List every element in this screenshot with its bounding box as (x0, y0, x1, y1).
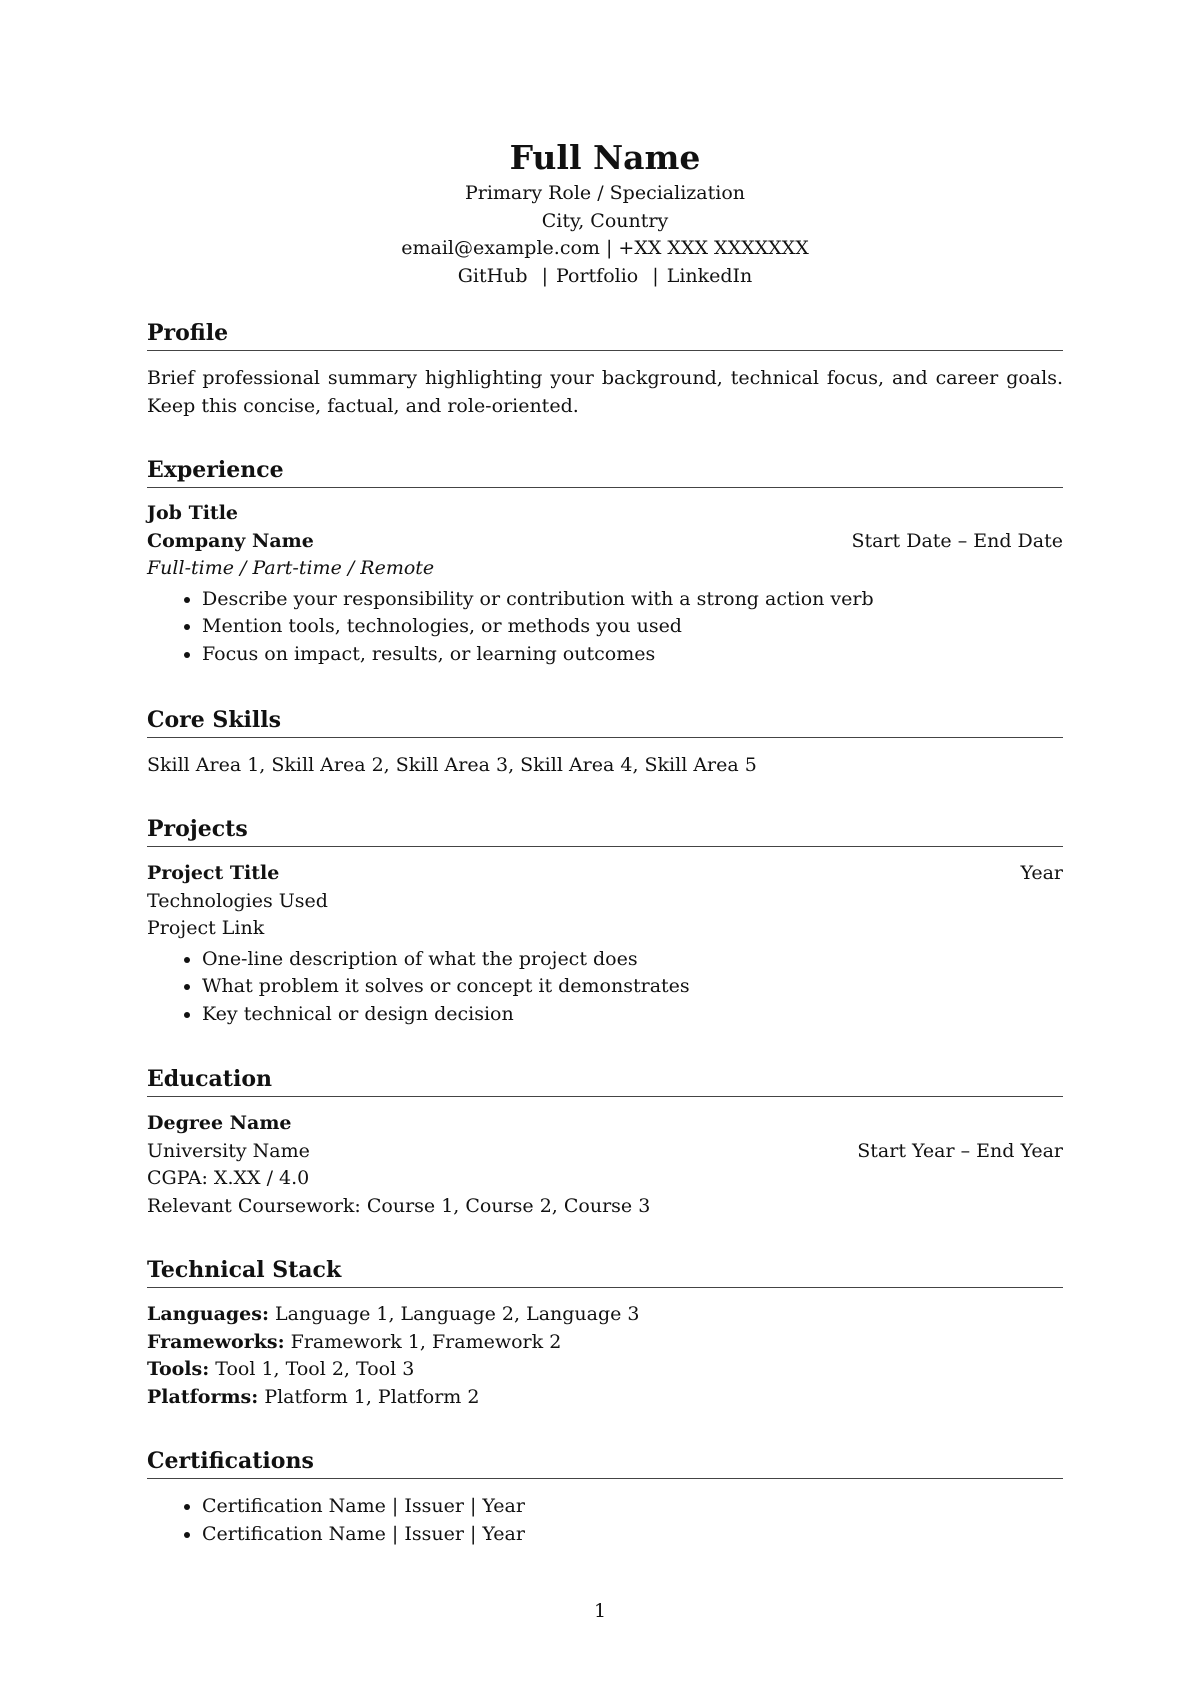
full-name: Full Name (509, 138, 701, 177)
profile-summary: Brief professional summary highlighting your background, technical focus, and career goals. Keep this concise, factual, and role-oriented. (147, 367, 1063, 417)
stack-label: Tools: (147, 1358, 210, 1380)
stack-row-languages (147, 1301, 1063, 1329)
skills-section (147, 705, 1063, 780)
project-title: Project Title (147, 862, 280, 884)
job-dates: Start Date – End Date (851, 529, 1063, 552)
job-title: Job Title (147, 502, 239, 524)
cgpa: CGPA: X.XX / 4.0 (147, 1167, 310, 1189)
project-row (147, 860, 1063, 888)
certifications-section (147, 1446, 1063, 1548)
section-heading-profile: Profile (147, 318, 1063, 351)
page-number: 1 (593, 1600, 607, 1622)
project-year: Year (1020, 862, 1063, 884)
list-item: • Describe your responsibility or contribution with a strong action verb (202, 586, 1063, 614)
stack-row-tools (147, 1356, 1063, 1384)
location: City, Country (541, 209, 669, 232)
profile-links: GitHub | Portfolio | LinkedIn (457, 264, 753, 287)
stack-value: Platform 1, Platform 2 (264, 1385, 480, 1408)
primary-role: Primary Role / Specialization (464, 182, 746, 204)
stack-label: Platforms: (147, 1385, 259, 1408)
project-bullets (147, 946, 1063, 1029)
stack-row-platforms (147, 1384, 1063, 1412)
list-item: • Key technical or design decision (202, 1001, 1063, 1029)
section-heading-certifications: Certifications (147, 1446, 1063, 1479)
section-heading-projects: Projects (147, 814, 1063, 847)
stack-label: Languages: (147, 1303, 269, 1325)
contact-info: email@example.com | +XX XXX XXXXXXX (401, 237, 809, 259)
list-item: • Certification Name | Issuer | Year (202, 1521, 1063, 1549)
project-technologies: Technologies Used (147, 889, 328, 912)
profile-section (147, 318, 1063, 420)
portfolio-link[interactable]: Portfolio (556, 264, 639, 287)
university-row (147, 1138, 1063, 1166)
section-heading-skills: Core Skills (147, 705, 1063, 738)
degree-name: Degree Name (147, 1112, 292, 1134)
company-row (147, 528, 1063, 556)
stack-value: Framework 1, Framework 2 (290, 1330, 562, 1353)
skills-list: Skill Area 1, Skill Area 2, Skill Area 3, Skill Area 4, Skill Area 5 (147, 754, 757, 776)
list-item: • Focus on impact, results, or learning outcomes (202, 641, 1063, 669)
section-heading-education: Education (147, 1064, 1063, 1097)
certification-list (147, 1493, 1063, 1548)
education-section (147, 1064, 1063, 1220)
coursework: Relevant Coursework: Course 1, Course 2, Course 3 (147, 1194, 651, 1217)
section-heading-experience: Experience (147, 455, 1063, 488)
stack-value: Tool 1, Tool 2, Tool 3 (215, 1358, 415, 1380)
company-name: Company Name (147, 529, 314, 552)
stack-section (147, 1255, 1063, 1411)
github-link[interactable]: GitHub (457, 264, 528, 287)
university-name: University Name (147, 1139, 310, 1162)
list-item: • What problem it solves or concept it demonstrates (202, 973, 1063, 1001)
education-years: Start Year – End Year (857, 1139, 1063, 1162)
employment-type: Full-time / Part-time / Remote (147, 557, 435, 579)
linkedin-link[interactable]: LinkedIn (666, 264, 753, 287)
stack-row-frameworks (147, 1329, 1063, 1357)
section-heading-stack: Technical Stack (147, 1255, 1063, 1288)
list-item: • Certification Name | Issuer | Year (202, 1493, 1063, 1521)
list-item: • One-line description of what the project does (202, 946, 1063, 974)
stack-value: Language 1, Language 2, Language 3 (275, 1303, 640, 1325)
stack-label: Frameworks: (147, 1330, 285, 1353)
list-item: • Mention tools, technologies, or methods you used (202, 613, 1063, 641)
project-link[interactable]: Project Link (147, 917, 265, 939)
experience-section (147, 455, 1063, 668)
projects-section (147, 814, 1063, 1028)
experience-bullets (147, 586, 1063, 669)
resume-header (147, 136, 1063, 290)
